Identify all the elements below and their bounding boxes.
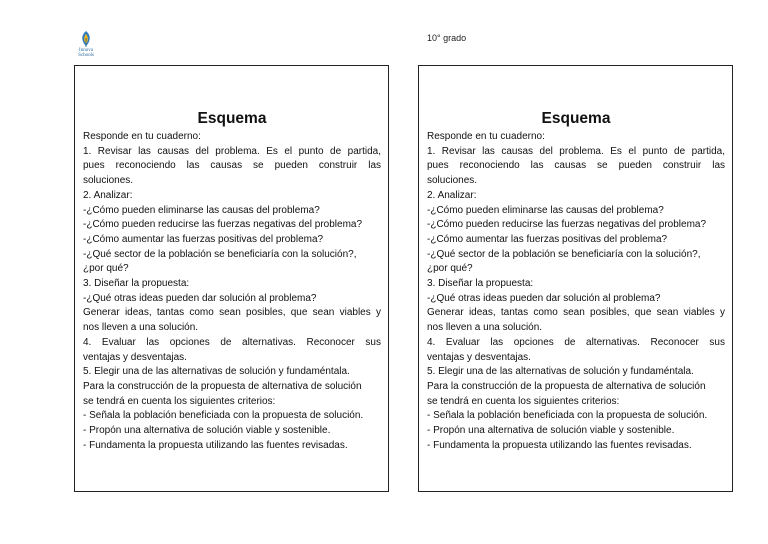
card-line: - Propón una alternativa de solución viable y sostenible. xyxy=(83,425,331,437)
card-line: nos lleven a una solución. xyxy=(427,322,543,334)
card-line: -¿Qué sector de la población se beneficiaría con la solución?, xyxy=(427,248,701,260)
card-line: 5. Elegir una de las alternativas de solución y fundaméntala. xyxy=(83,366,350,378)
card-line: - Señala la población beneficiada con la propuesta de solución. xyxy=(427,410,708,422)
card-line: - Fundamenta la propuesta utilizando las fuentes revisadas. xyxy=(83,439,348,451)
card-line: soluciones. xyxy=(83,175,134,187)
card-body xyxy=(83,130,381,453)
card-line: Para la construcción de la propuesta de alternativa de solución xyxy=(83,380,362,392)
card-line: -¿Qué otras ideas pueden dar solución al problema? xyxy=(83,292,317,304)
card-line: Responde en tu cuaderno: xyxy=(427,131,545,142)
card-line: -¿Cómo pueden eliminarse las causas del problema? xyxy=(427,204,664,216)
card-body xyxy=(427,130,725,453)
card-line: -¿Cómo pueden reducirse las fuerzas negativas del problema? xyxy=(427,219,707,231)
card-line: 3. Diseñar la propuesta: xyxy=(83,278,190,290)
card-line: - Propón una alternativa de solución viable y sostenible. xyxy=(427,425,675,437)
card-line: - Señala la población beneficiada con la propuesta de solución. xyxy=(83,410,364,422)
card-line: se tendrá en cuenta los siguientes criterios: xyxy=(427,395,620,407)
card-line: - Fundamenta la propuesta utilizando las fuentes revisadas. xyxy=(427,439,692,451)
card-line: 1. Revisar las causas del problema. Es el punto de partida, xyxy=(83,145,381,157)
card-line: pues reconociendo las causas se pueden construir las xyxy=(83,160,381,172)
schema-card-right xyxy=(418,65,733,492)
card-line: -¿Qué otras ideas pueden dar solución al problema? xyxy=(427,292,661,304)
card-line: -¿Cómo pueden reducirse las fuerzas negativas del problema? xyxy=(83,219,363,231)
card-line: -¿Cómo aumentar las fuerzas positivas del problema? xyxy=(427,233,668,245)
card-line: soluciones. xyxy=(427,175,478,187)
card-line: ventajas y desventajas. xyxy=(427,351,531,363)
school-logo xyxy=(70,30,102,64)
card-line: 5. Elegir una de las alternativas de solución y fundaméntala. xyxy=(427,366,694,378)
card-line: -¿Cómo pueden eliminarse las causas del problema? xyxy=(83,204,320,216)
card-line: 4. Evaluar las opciones de alternativas. Reconocer sus xyxy=(427,336,725,348)
card-line: Responde en tu cuaderno: xyxy=(83,131,201,142)
card-line: -¿Qué sector de la población se beneficiaría con la solución?, xyxy=(83,248,357,260)
grade-label: 10° grado xyxy=(427,33,467,43)
card-line: se tendrá en cuenta los siguientes criterios: xyxy=(83,395,276,407)
card-line: -¿Cómo aumentar las fuerzas positivas del problema? xyxy=(83,233,324,245)
card-line: Generar ideas, tantas como sean posibles, que sean viables y xyxy=(83,307,381,319)
card-line: 2. Analizar: xyxy=(427,189,477,201)
schema-card-left xyxy=(74,65,389,492)
card-title: Esquema xyxy=(197,110,267,127)
card-line: 1. Revisar las causas del problema. Es el punto de partida, xyxy=(427,145,725,157)
logo-text-line2: Schools xyxy=(78,53,94,58)
card-line: 2. Analizar: xyxy=(83,189,133,201)
card-line: ¿por qué? xyxy=(83,263,129,275)
card-line: Para la construcción de la propuesta de alternativa de solución xyxy=(427,380,706,392)
card-title: Esquema xyxy=(541,110,611,127)
logo-text-line1: Innova xyxy=(79,48,93,53)
card-line: 4. Evaluar las opciones de alternativas. Reconocer sus xyxy=(83,336,381,348)
leaf-logo-icon xyxy=(79,30,93,48)
card-line: nos lleven a una solución. xyxy=(83,322,199,334)
card-line: 3. Diseñar la propuesta: xyxy=(427,278,534,290)
card-line: ventajas y desventajas. xyxy=(83,351,187,363)
card-line: pues reconociendo las causas se pueden construir las xyxy=(427,160,725,172)
card-line: Generar ideas, tantas como sean posibles, que sean viables y xyxy=(427,307,725,319)
card-line: ¿por qué? xyxy=(427,263,473,275)
